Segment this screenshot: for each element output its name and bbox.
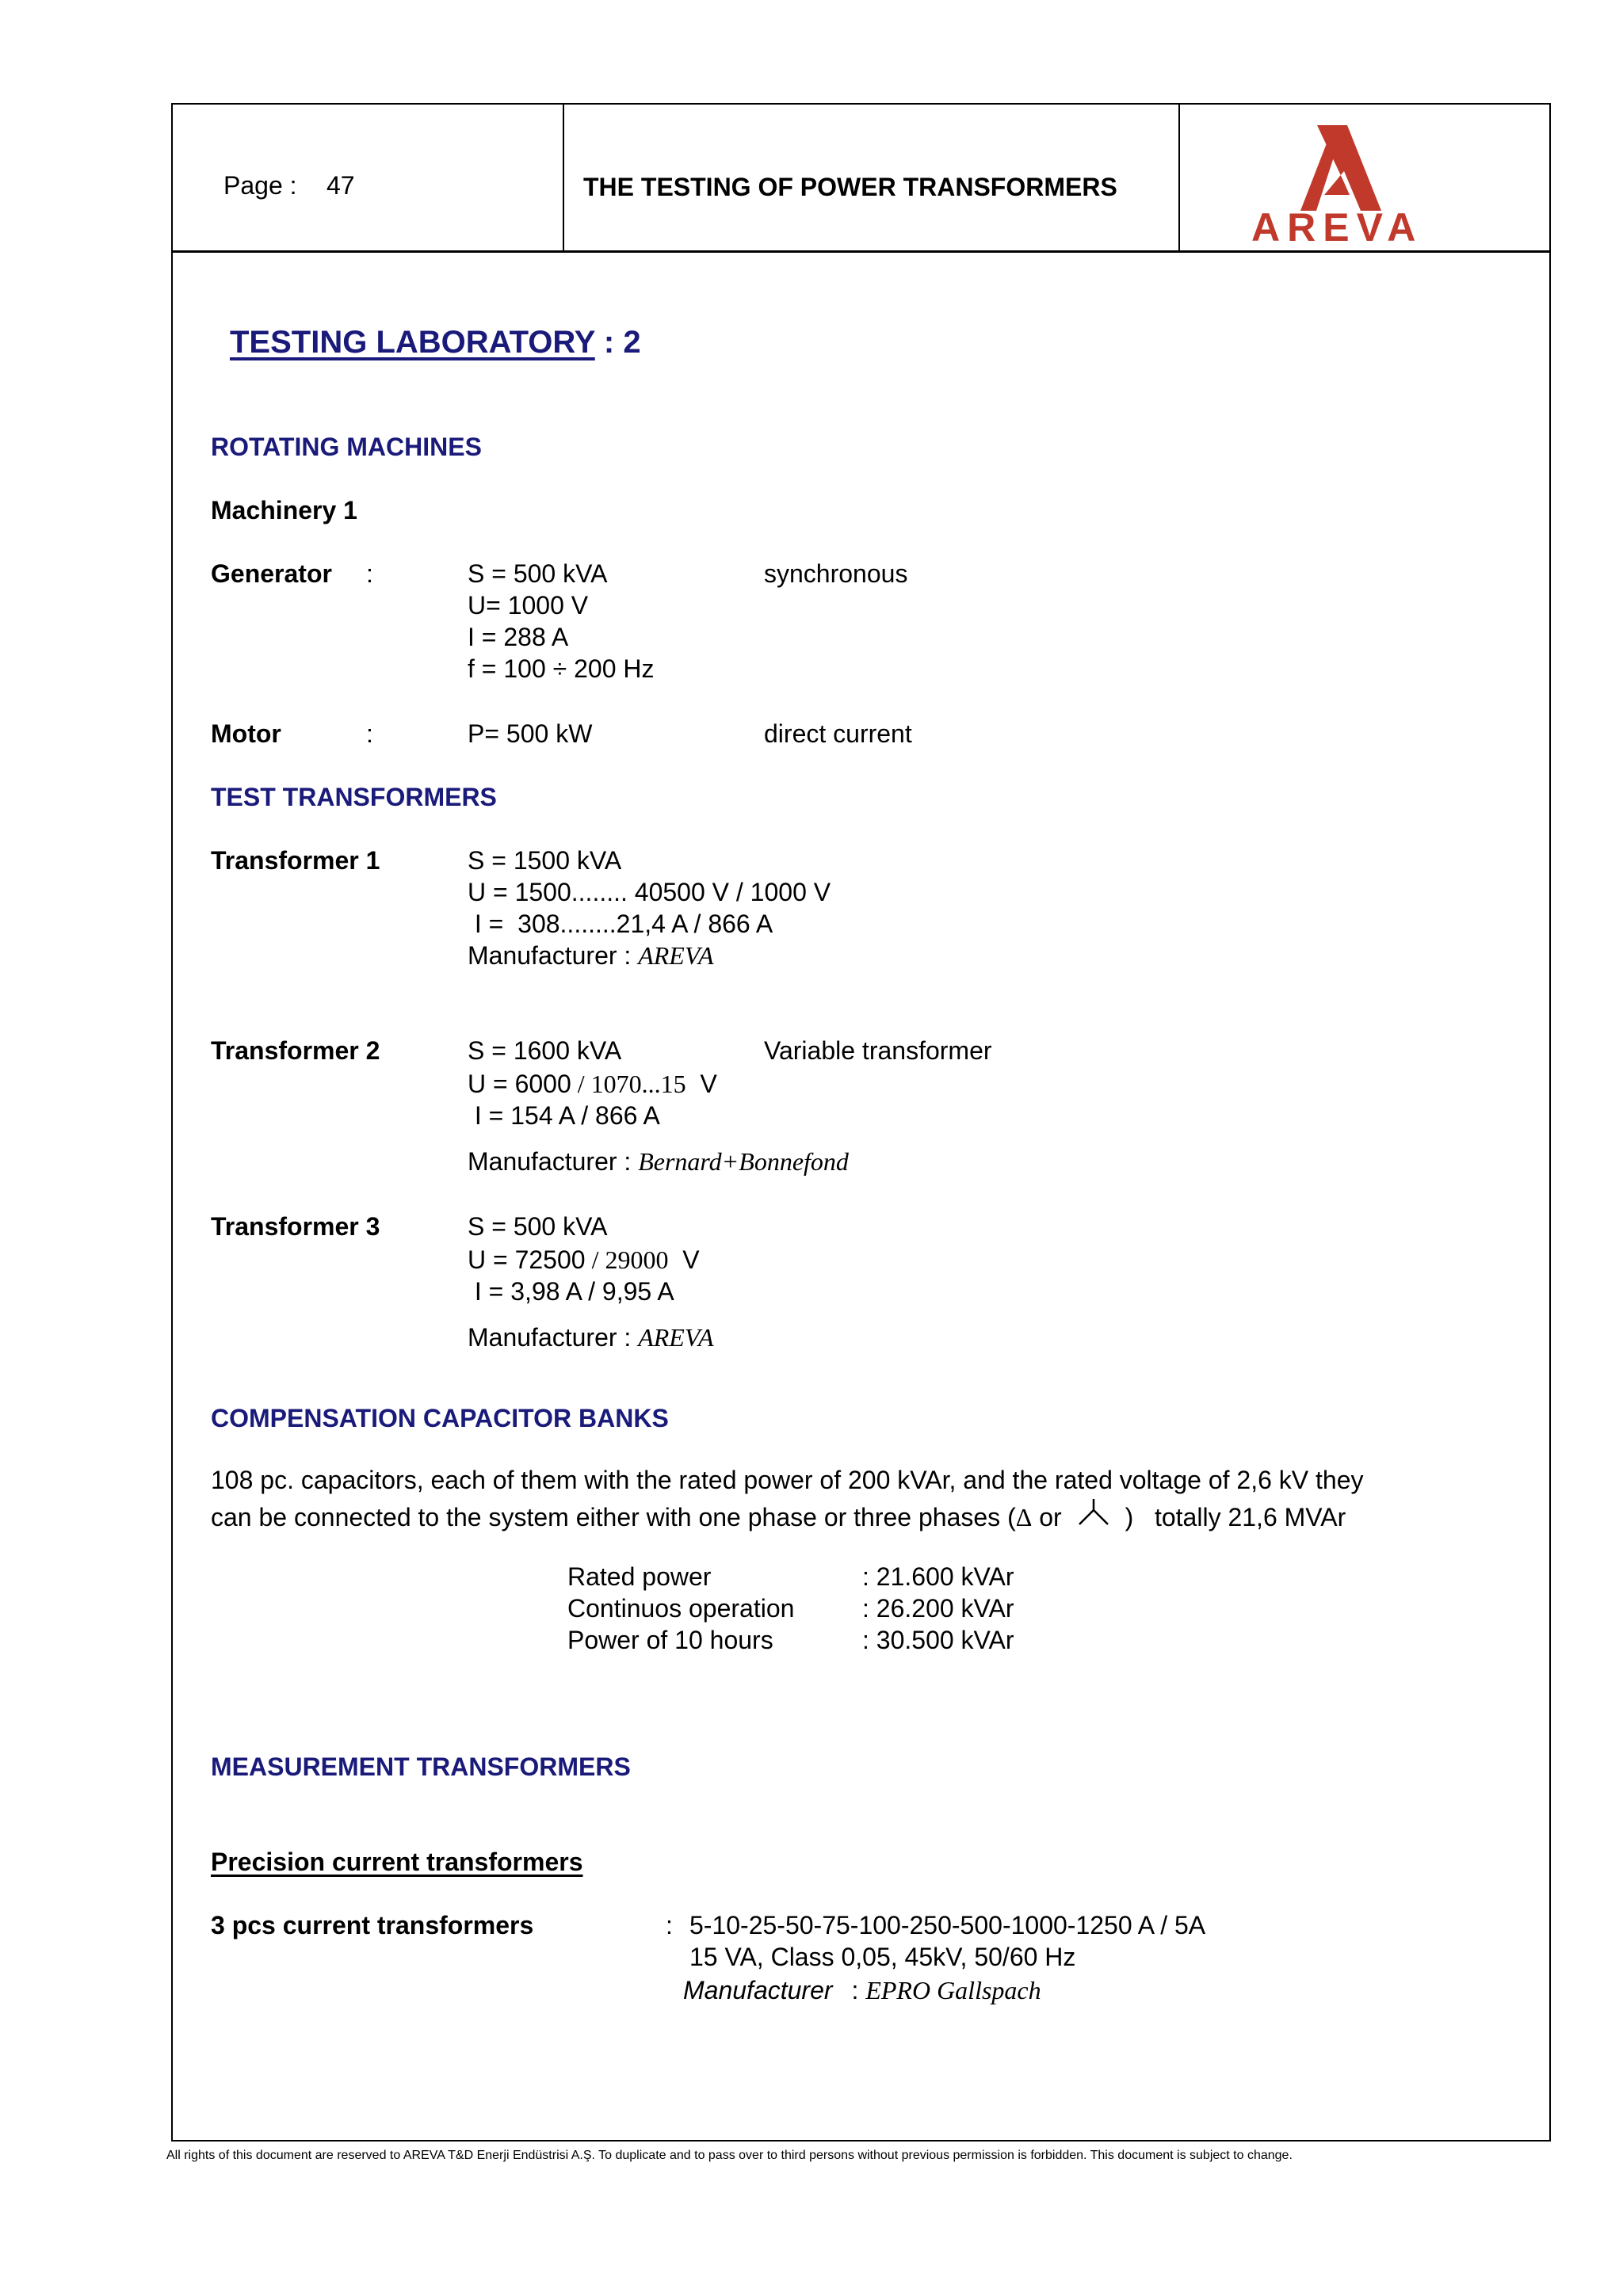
manufacturer-label: Manufacturer: [683, 1976, 833, 2004]
motor-line: P= 500 kW: [468, 719, 593, 748]
test-transformers-heading: TEST TRANSFORMERS: [211, 783, 497, 811]
page-header: [173, 105, 1549, 253]
page-number: 47: [327, 171, 355, 200]
manufacturer-label: Manufacturer :: [468, 1147, 639, 1176]
star-symbol-icon: [1062, 1501, 1125, 1526]
generator-line-1: S = 500 kVA: [468, 559, 608, 588]
continuous-operation-value: : 26.200 kVAr: [862, 1594, 1014, 1623]
transformer-1-label: Transformer 1: [211, 846, 380, 875]
motor-colon: :: [366, 719, 373, 748]
page-label: Page :: [223, 171, 297, 200]
para-text: can be connected to the system either with one phase or three phases (: [211, 1503, 1016, 1531]
transformer-3-i: I = 3,98 A / 9,95 A: [468, 1277, 674, 1306]
header-title-cell: [564, 105, 1180, 250]
transformer-3-u: [468, 1247, 700, 1272]
u-value: U = 6000: [468, 1070, 571, 1098]
generator-line-2: U= 1000 V: [468, 591, 589, 620]
transformer-2-note: Variable transformer: [764, 1036, 992, 1065]
transformer-2-i: I = 154 A / 866 A: [468, 1101, 660, 1130]
u-unit: V: [668, 1245, 700, 1274]
u-range: / 29000: [585, 1245, 669, 1274]
u-range: / 1070...15: [571, 1070, 686, 1098]
areva-logo: [1250, 113, 1480, 246]
transformer-2-s: S = 1600 kVA: [468, 1036, 622, 1065]
current-transformers-specs: 15 VA, Class 0,05, 45kV, 50/60 Hz: [689, 1943, 1076, 1971]
page-frame: [171, 103, 1551, 2142]
manufacturer-colon: :: [851, 1976, 866, 2004]
manufacturer-label: Manufacturer :: [468, 941, 639, 970]
motor-label: Motor: [211, 719, 281, 748]
power-10-hours-label: Power of 10 hours: [567, 1626, 773, 1654]
transformer-2-manufacturer: [468, 1149, 849, 1174]
u-value: U = 72500: [468, 1245, 586, 1274]
para-text: ) totally 21,6 MVAr: [1125, 1503, 1346, 1531]
rated-power-value: : 21.600 kVAr: [862, 1562, 1014, 1591]
measurement-heading: MEASUREMENT TRANSFORMERS: [211, 1753, 631, 1781]
current-transformers-label: 3 pcs current transformers: [211, 1911, 534, 1939]
para-text: or: [1032, 1503, 1062, 1531]
transformer-2-label: Transformer 2: [211, 1036, 380, 1065]
transformer-1-u: U = 1500........ 40500 V / 1000 V: [468, 878, 831, 906]
motor-note: direct current: [764, 719, 912, 748]
capacitor-paragraph-line-2: [211, 1501, 1346, 1530]
transformer-2-u: [468, 1071, 717, 1097]
transformer-3-label: Transformer 3: [211, 1212, 380, 1241]
manufacturer-name: EPRO Gallspach: [865, 1976, 1041, 2004]
precision-ct-subheading: Precision current transformers: [211, 1848, 583, 1876]
main-title: [230, 325, 641, 360]
areva-logo-mark-left: [1300, 133, 1337, 211]
rated-power-label: Rated power: [567, 1562, 712, 1591]
generator-label: Generator: [211, 559, 332, 588]
delta-symbol: Δ: [1015, 1503, 1033, 1531]
capacitor-paragraph-line-1: 108 pc. capacitors, each of them with the rated power of 200 kVAr, and the rated voltage of 2,6 kV they: [211, 1466, 1364, 1494]
manufacturer-label: Manufacturer :: [468, 1323, 639, 1352]
main-title-suffix: : 2: [594, 325, 641, 360]
rotating-heading: ROTATING MACHINES: [211, 433, 482, 461]
transformer-3-manufacturer: [468, 1325, 714, 1350]
document-title: THE TESTING OF POWER TRANSFORMERS: [583, 173, 1117, 201]
capacitor-heading: COMPENSATION CAPACITOR BANKS: [211, 1404, 669, 1432]
manufacturer-name: AREVA: [638, 941, 714, 970]
current-transformers-ratios: 5-10-25-50-75-100-250-500-1000-1250 A / 5A: [689, 1911, 1206, 1939]
header-page-cell: [173, 105, 564, 250]
manufacturer-name: AREVA: [638, 1323, 714, 1352]
transformer-1-s: S = 1500 kVA: [468, 846, 622, 875]
header-logo-cell: [1180, 105, 1551, 250]
u-unit: V: [685, 1070, 717, 1098]
current-transformers-manufacturer: [683, 1978, 1041, 2003]
areva-logo-text: AREVA: [1251, 205, 1423, 246]
main-title-underlined: TESTING LABORATORY: [230, 325, 595, 360]
transformer-1-manufacturer: [468, 943, 714, 968]
generator-line-4: f = 100 ÷ 200 Hz: [468, 654, 655, 683]
copyright-footer: All rights of this document are reserved to AREVA T&D Enerji Endüstrisi A.Ş. To duplicate and to pass over to third persons without previous permission is forbidden. This document is subject to change.: [166, 2149, 1293, 2162]
transformer-1-i: I = 308........21,4 A / 866 A: [468, 910, 773, 938]
manufacturer-name: Bernard+Bonnefond: [638, 1147, 849, 1176]
continuous-operation-label: Continuos operation: [567, 1594, 795, 1623]
generator-colon: :: [366, 559, 373, 588]
generator-line-3: I = 288 A: [468, 623, 569, 651]
transformer-3-s: S = 500 kVA: [468, 1212, 608, 1241]
current-transformers-colon: :: [666, 1911, 673, 1939]
machinery-label: Machinery 1: [211, 496, 357, 524]
power-10-hours-value: : 30.500 kVAr: [862, 1626, 1014, 1654]
generator-note: synchronous: [764, 559, 908, 588]
